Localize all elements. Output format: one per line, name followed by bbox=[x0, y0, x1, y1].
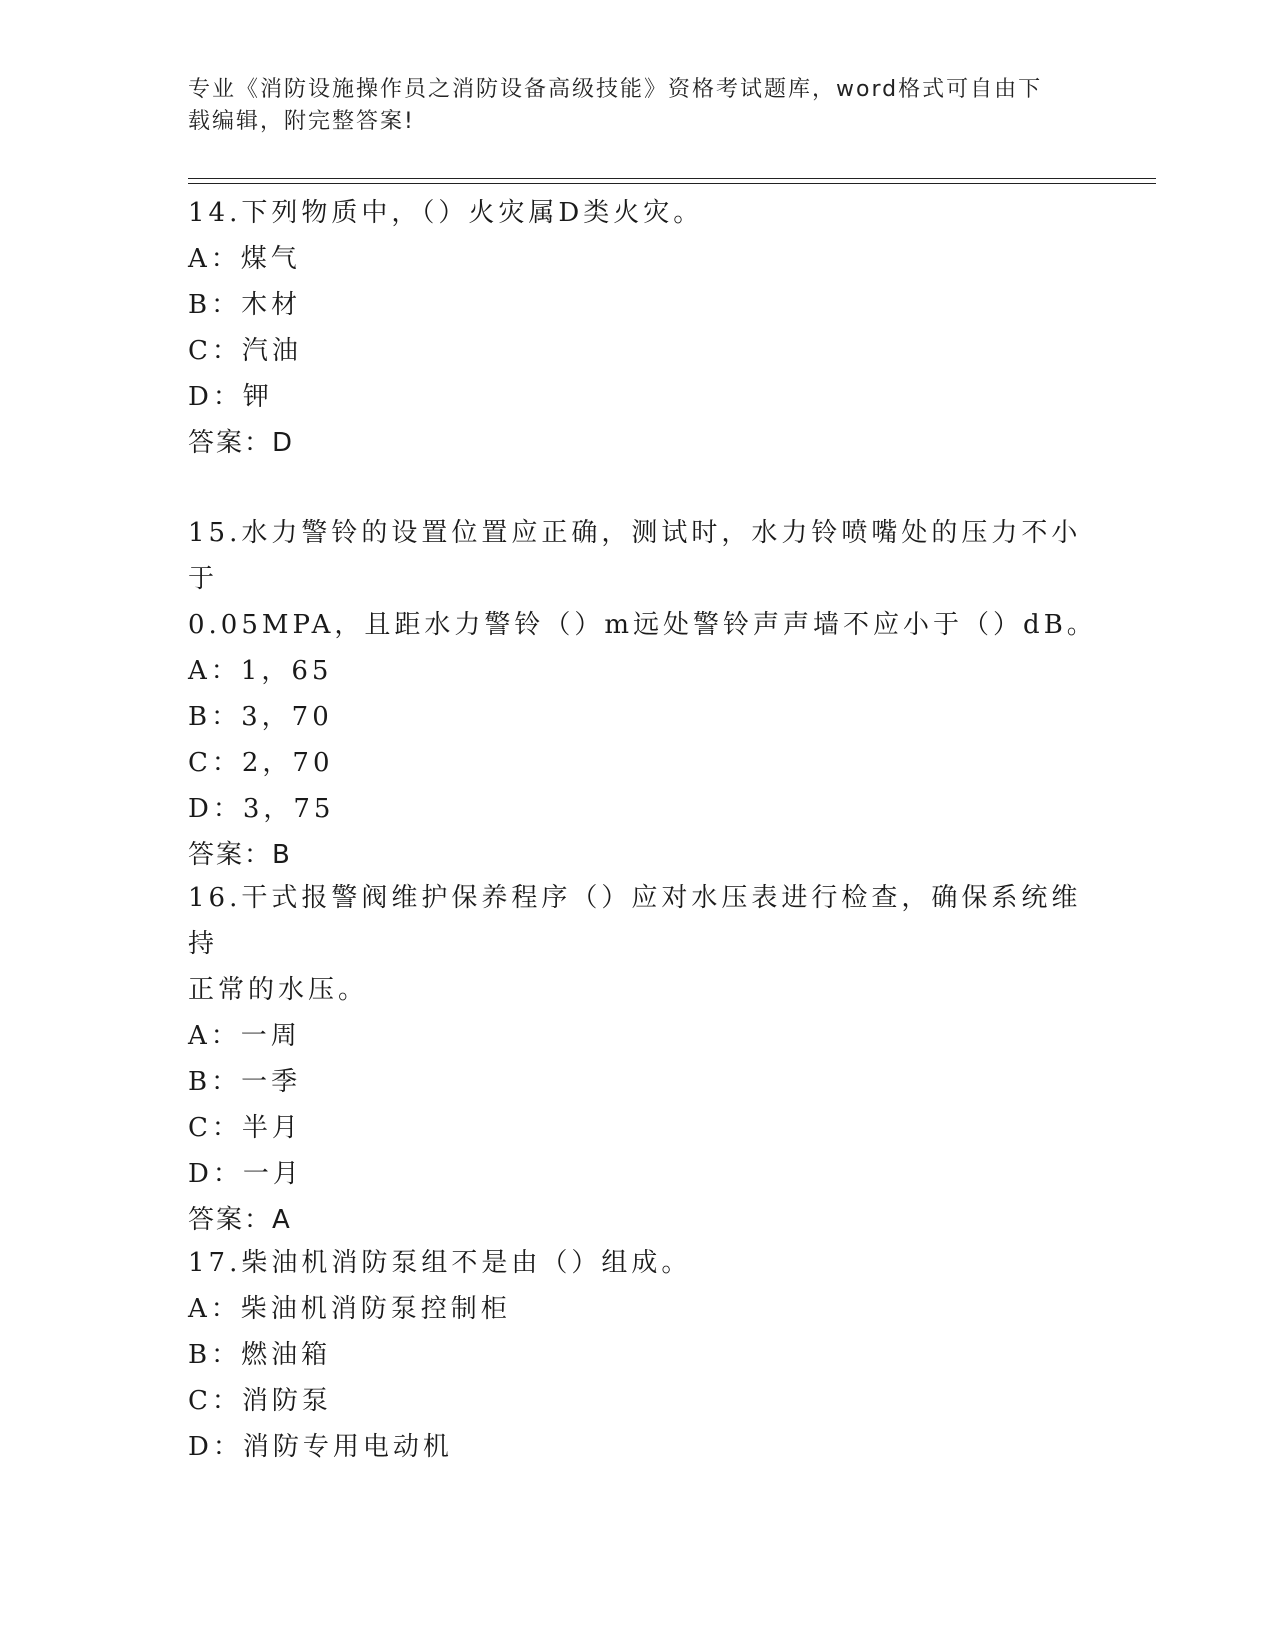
option-b: B：燃油箱 bbox=[188, 1340, 332, 1370]
option-d: D：钾 bbox=[188, 382, 273, 412]
option-b: B：3，70 bbox=[188, 702, 333, 732]
answer-line: 答案：A bbox=[188, 1205, 292, 1235]
option-d: D：消防专用电动机 bbox=[188, 1432, 453, 1462]
question-16 bbox=[188, 875, 1108, 1243]
option-c: C：2，70 bbox=[188, 748, 334, 778]
option-b: B：一季 bbox=[188, 1067, 302, 1097]
document-header bbox=[188, 74, 1068, 138]
header-line-1: 专业《消防设施操作员之消防设备高级技能》资格考试题库，word格式可自由下 bbox=[188, 77, 1043, 102]
answer-line: 答案：D bbox=[188, 428, 295, 458]
option-a: A：柴油机消防泵控制柜 bbox=[188, 1294, 511, 1324]
question-stem-line-2: 0.05MPA，且距水力警铃（）m远处警铃声声墙不应小于（）dB。 bbox=[188, 610, 1097, 640]
question-stem: 17.柴油机消防泵组不是由（）组成。 bbox=[188, 1248, 692, 1278]
header-divider-top bbox=[188, 178, 1156, 179]
option-c: C：消防泵 bbox=[188, 1386, 332, 1416]
question-17 bbox=[188, 1240, 1108, 1470]
option-d: D：一月 bbox=[188, 1159, 303, 1189]
answer-line: 答案：B bbox=[188, 840, 292, 870]
option-c: C：半月 bbox=[188, 1113, 302, 1143]
question-14 bbox=[188, 190, 1108, 466]
question-stem-line-1: 15.水力警铃的设置位置应正确，测试时，水力铃喷嘴处的压力不小于 bbox=[188, 518, 1082, 594]
header-line-2: 载编辑，附完整答案! bbox=[188, 109, 415, 134]
option-a: A：煤气 bbox=[188, 244, 301, 274]
option-a: A：一周 bbox=[188, 1021, 301, 1051]
option-b: B：木材 bbox=[188, 290, 302, 320]
option-d: D：3，75 bbox=[188, 794, 335, 824]
question-stem: 14.下列物质中，（）火灾属D类火灾。 bbox=[188, 198, 704, 228]
option-c: C：汽油 bbox=[188, 336, 302, 366]
option-a: A：1，65 bbox=[188, 656, 333, 686]
question-stem-line-1: 16.干式报警阀维护保养程序（）应对水压表进行检查，确保系统维持 bbox=[188, 883, 1082, 959]
header-divider-bottom bbox=[188, 183, 1156, 184]
question-15 bbox=[188, 510, 1108, 878]
question-stem-line-2: 正常的水压。 bbox=[188, 975, 369, 1005]
